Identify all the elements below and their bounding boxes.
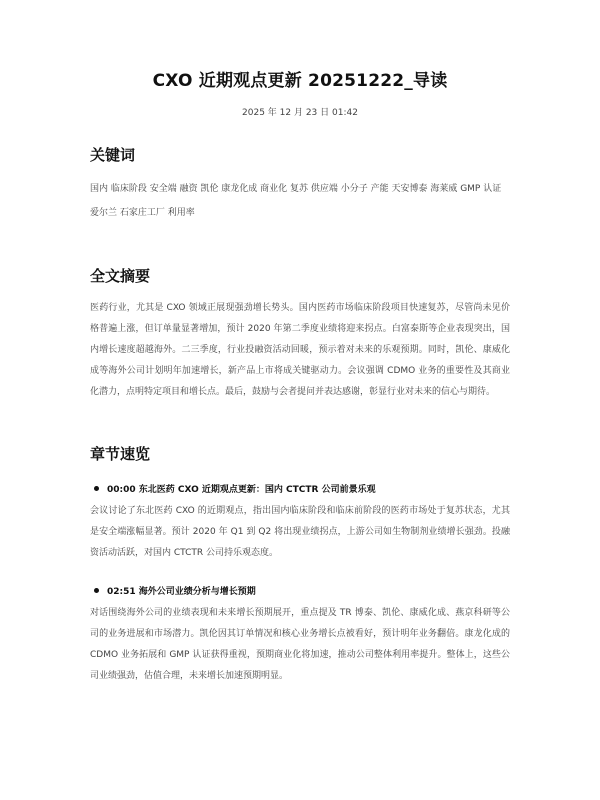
bullet-icon — [94, 486, 99, 491]
chapter-item — [90, 580, 510, 687]
chapter-body: 会议讨论了东北医药 CXO 的近期观点，指出国内临床阶段和临床前阶段的医药市场处于复苏状态，尤其是安全端涨幅显著。预计 2020 年 Q1 到 Q2 将出现业绩拐点，上游公司如生物制剂业绩增长强劲。投融资活动活跃，对国内 CTCTR 公司持乐观态度。 — [90, 506, 510, 558]
summary-heading: 全文摘要 — [90, 267, 151, 285]
chapter-item — [90, 478, 510, 564]
chapter-title: 02:51 海外公司业绩分析与增长预期 — [107, 586, 256, 597]
summary-text: 医药行业，尤其是 CXO 领域正展现强劲增长势头。国内医药市场临床阶段项目快速复苏，尽管尚未见价格普遍上涨，但订单量显著增加，预计 2020 年第二季度业绩将迎来拐点。白富泰斯等企业表现突出，国内增长速度超越海外。二三季度，行业投融资活动回暖，预示着对未来的乐观预期。同时，凯伦、康威化成等海外公司计划明年加速增长，新产品上市将成关键驱动力。会议强调 CDMO 业务的重要性及其商业化潜力，点明特定项目和增长点。最后，鼓励与会者提问并表达感谢，彰显行业对未来的信心与期待。 — [90, 303, 510, 397]
keywords-heading: 关键词 — [90, 146, 136, 164]
chapters-heading: 章节速览 — [90, 445, 151, 463]
document-date: 2025 年 12 月 23 日 01:42 — [242, 108, 358, 118]
chapter-header — [90, 478, 510, 498]
chapter-title: 00:00 东北医药 CXO 近期观点更新：国内 CTCTR 公司前景乐观 — [107, 484, 376, 495]
keywords-list: 国内 临床阶段 安全端 融资 凯伦 康龙化成 商业化 复苏 供应端 小分子 产能 天安博泰 海莱威 GMP 认证 爱尔兰 石家庄工厂 利用率 — [90, 184, 502, 218]
document-title: CXO 近期观点更新 20251222_导读 — [152, 71, 448, 91]
chapter-header — [90, 580, 510, 600]
bullet-icon — [94, 588, 99, 593]
chapter-body: 对话围绕海外公司的业绩表现和未来增长预期展开，重点提及 TR 博泰、凯伦、康威化成、燕京科研等公司的业务进展和市场潜力。凯伦因其订单情况和核心业务增长点被看好，预计明年业务翻倍。康龙化成的 CDMO 业务拓展和 GMP 认证获得重视，预期商业化将加速，推动公司整体利用率提升。整体上，这些公司业绩强劲，估值合理，未来增长加速预期明显。 — [90, 608, 510, 681]
